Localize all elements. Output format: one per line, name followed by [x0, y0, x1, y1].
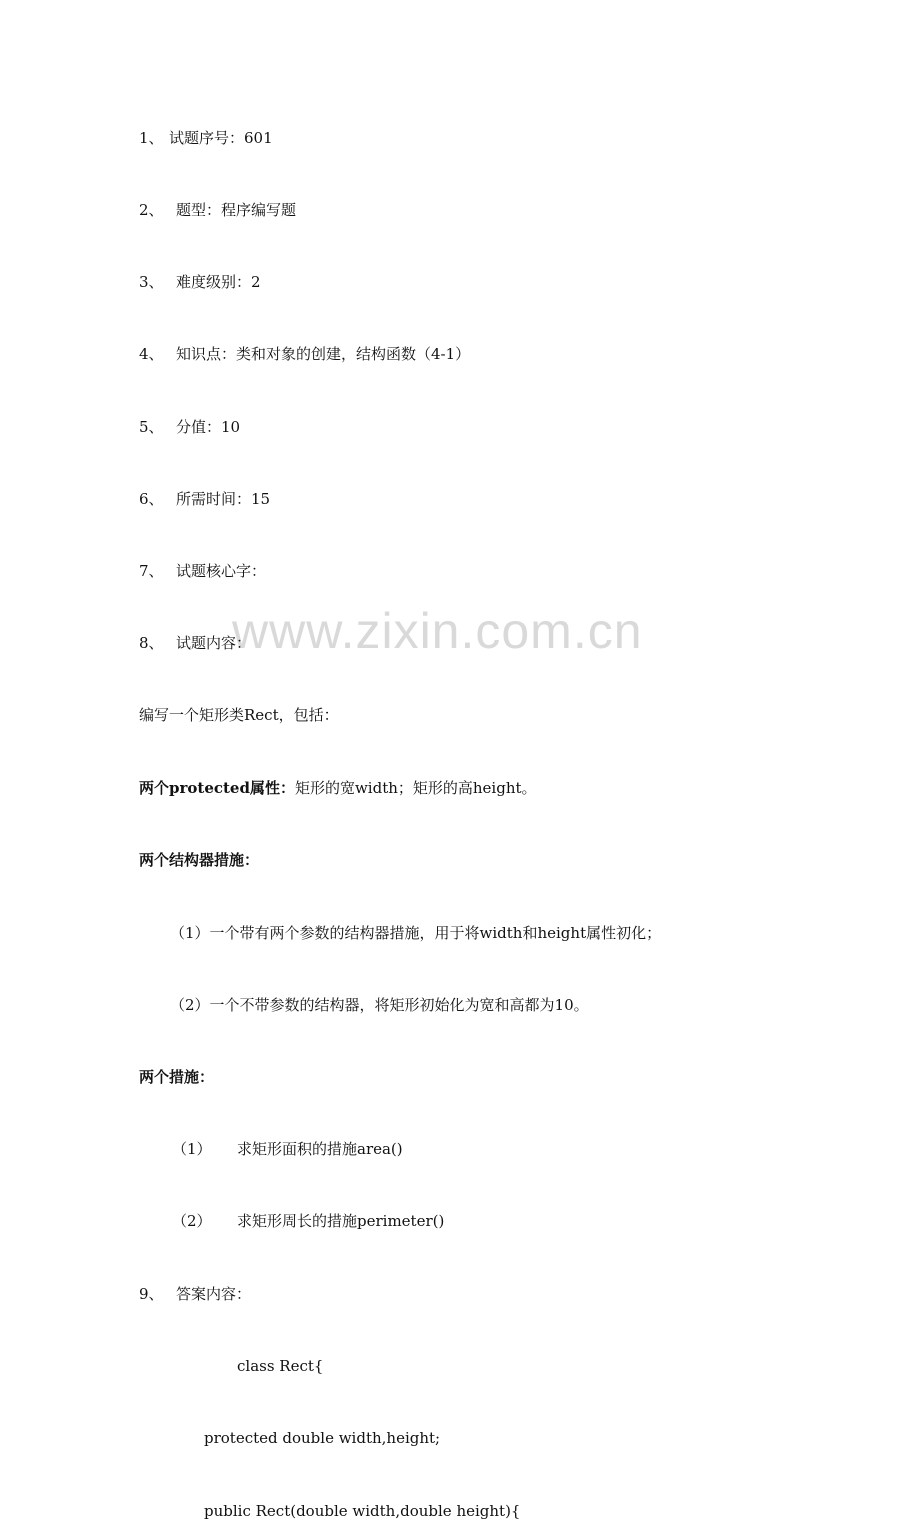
item-text: 试题核心字： [176, 562, 267, 580]
item-text: 答案内容： [176, 1285, 252, 1303]
meta-item-6 [139, 489, 920, 509]
item-number: 2、 [139, 201, 164, 219]
meta-item-8 [139, 633, 920, 653]
question-properties [139, 778, 920, 798]
method-item-1 [172, 1139, 920, 1159]
question-intro: 编写一个矩形类Rect，包括： [139, 706, 339, 724]
constructors-heading: 两个结构器措施： [139, 851, 260, 869]
item-text: 试题序号：601 [169, 129, 273, 147]
item-text: 求矩形面积的措施area() [237, 1140, 403, 1158]
properties-heading: 两个protected属性： [139, 779, 295, 797]
constructor-item-2: （2）一个不带参数的结构器，将矩形初始化为宽和高都为10。 [170, 996, 589, 1014]
meta-item-2 [139, 200, 920, 220]
item-text: 难度级别：2 [176, 273, 261, 291]
meta-item-1 [139, 128, 920, 148]
methods-heading: 两个措施： [139, 1068, 215, 1086]
item-number: 6、 [139, 490, 164, 508]
item-number: （1） [172, 1140, 212, 1158]
method-item-2 [172, 1211, 920, 1231]
item-text: 求矩形周长的措施perimeter() [237, 1212, 445, 1230]
item-text: 题型：程序编写题 [176, 201, 297, 219]
item-number: 8、 [139, 634, 164, 652]
watermark: www.zixin.com.cn [232, 603, 643, 659]
code-line-1: class Rect{ [237, 1357, 324, 1375]
item-number: 5、 [139, 418, 164, 436]
item-number: 9、 [139, 1285, 164, 1303]
constructor-item-1: （1）一个带有两个参数的结构器措施，用于将width和height属性初化； [170, 924, 662, 942]
properties-text: 矩形的宽width；矩形的高height。 [294, 779, 537, 797]
answer-heading [139, 1284, 920, 1304]
item-text: 分值：10 [176, 418, 241, 436]
item-text: 试题内容： [176, 634, 252, 652]
item-number: 3、 [139, 273, 164, 291]
code-line-3: public Rect(double width,double height){ [204, 1502, 521, 1520]
item-number: （2） [172, 1212, 212, 1230]
item-number: 7、 [139, 562, 164, 580]
meta-item-5 [139, 417, 920, 437]
item-text: 所需时间：15 [176, 490, 271, 508]
meta-item-3 [139, 272, 920, 292]
meta-item-7 [139, 561, 920, 581]
item-text: 知识点：类和对象的创建，结构函数（4-1） [176, 345, 471, 363]
meta-item-4 [139, 344, 920, 364]
item-number: 4、 [139, 345, 164, 363]
code-line-2: protected double width,height; [204, 1429, 441, 1447]
item-number: 1、 [139, 129, 164, 147]
